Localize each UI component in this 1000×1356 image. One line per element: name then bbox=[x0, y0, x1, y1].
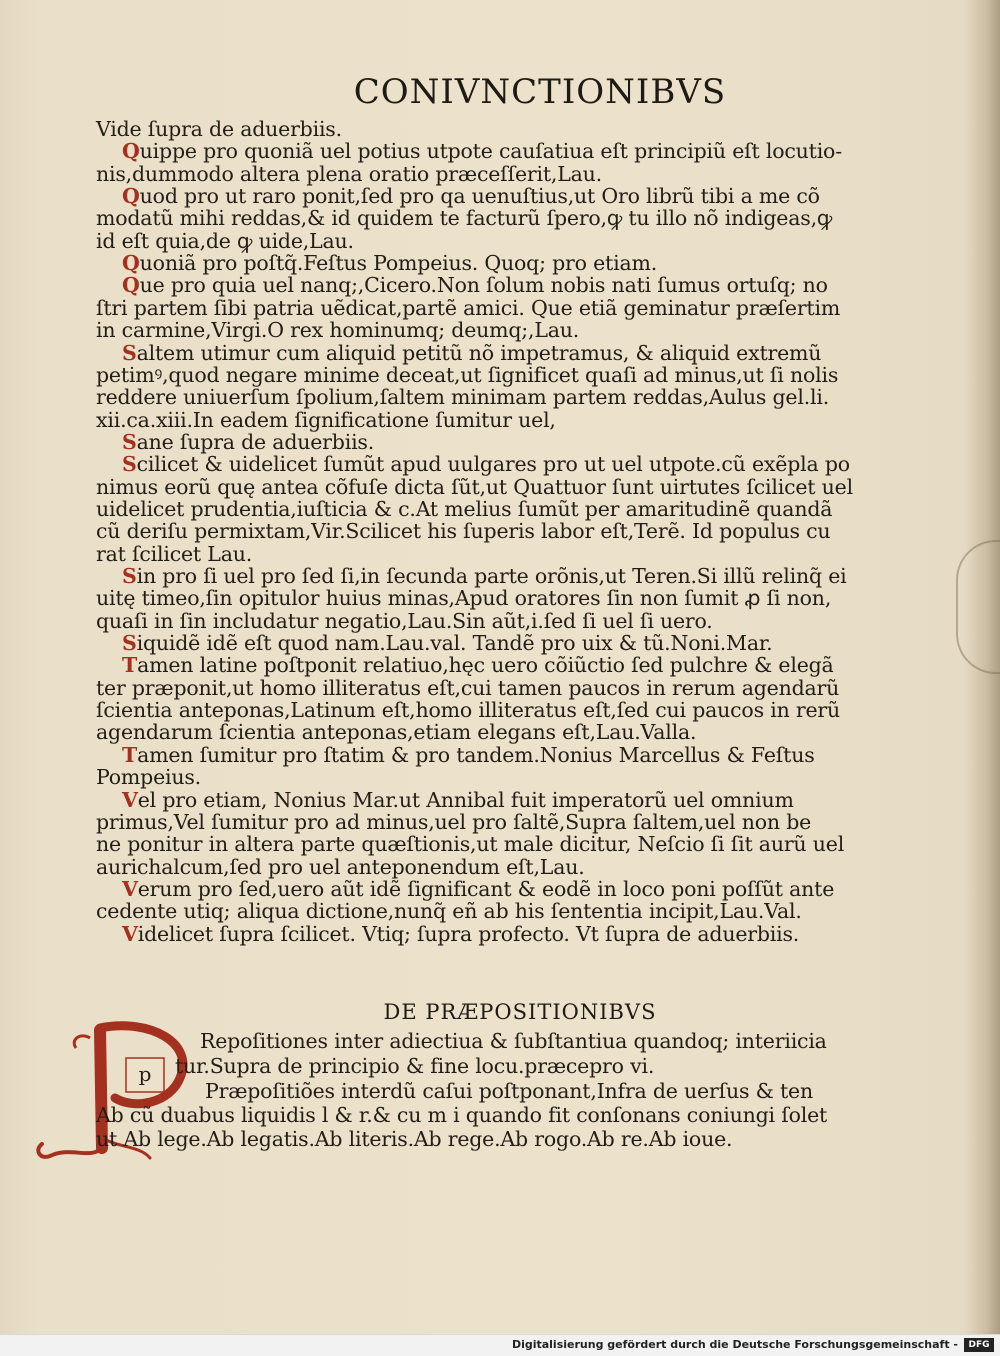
text-line bbox=[96, 230, 354, 252]
line-text: petimꝰ,quod negare minime deceat,ut ſignificet quaſi ad minus,ut ſi nolis bbox=[96, 362, 839, 387]
text-line bbox=[96, 721, 696, 743]
rubricated-initial: Q bbox=[122, 273, 140, 298]
text-line bbox=[96, 543, 252, 565]
rubricated-initial: S bbox=[122, 340, 137, 365]
text-line bbox=[96, 856, 585, 878]
text-line bbox=[175, 1055, 654, 1077]
text-line bbox=[96, 520, 830, 542]
rubricated-initial: V bbox=[122, 921, 138, 946]
line-text: primus,Vel ſumitur pro ad minus,uel pro ſaltẽ,Supra ſaltem,uel non be bbox=[96, 809, 812, 834]
text-line bbox=[122, 923, 799, 945]
line-text: Repoſitiones inter adiectiua & ſubſtantiua quandoq; interiicia bbox=[200, 1029, 827, 1053]
footer-bar bbox=[0, 1334, 1000, 1356]
line-text: uitę timeo,ſin opitulor huius minas,Apud oratores ſin non ſumit ꝓ ſi non, bbox=[96, 586, 832, 611]
text-line bbox=[96, 118, 342, 140]
line-text: amen latine poſtponit relatiuo,hęc uero cõiũctio ſed pulchre & elegã bbox=[137, 653, 834, 678]
text-line bbox=[122, 654, 834, 676]
dfg-logo: DFG bbox=[964, 1338, 994, 1352]
text-line bbox=[96, 833, 844, 855]
text-line bbox=[205, 1080, 813, 1102]
rubricated-initial: S bbox=[122, 564, 137, 588]
line-text: tur.Supra de principio & fine locu.præcepro vi. bbox=[175, 1054, 655, 1078]
line-text: uod pro ut raro ponit,ſed pro qa uenuſtius,ut Oro librũ tibi a me cõ bbox=[139, 184, 820, 209]
text-line bbox=[122, 453, 850, 475]
line-text: uoniã pro poſtq̃.Feſtus Pompeius. Quoq; pro etiam. bbox=[139, 251, 658, 276]
text-line bbox=[96, 364, 838, 386]
rubricated-initial: V bbox=[122, 876, 138, 901]
text-line bbox=[122, 274, 828, 296]
line-text: quaſi in ſin includatur negatio,Lau.Sin aũt,i.ſed ſi uel ſi uero. bbox=[96, 608, 713, 633]
text-line bbox=[96, 587, 831, 609]
line-text: ſcientia anteponas,Latinum eſt,homo illiteratus eſt,ſed cui paucos in rerũ bbox=[96, 698, 841, 723]
line-text: cũ deriſu permixtam,Vir.Scilicet his ſuperis labor eſt,Terẽ. Id populus cu bbox=[96, 519, 831, 544]
text-line bbox=[122, 744, 815, 766]
line-text: altem utimur cum aliquid petitũ nõ impetramus, & aliquid extremũ bbox=[136, 340, 822, 365]
line-text: nis,dummodo altera plena oratio præceſſerit,Lau. bbox=[96, 161, 602, 186]
rubricated-initial: S bbox=[122, 429, 137, 454]
text-line bbox=[96, 207, 832, 229]
text-line bbox=[122, 878, 834, 900]
text-line bbox=[122, 565, 847, 587]
line-text: iquidẽ idẽ eſt quod nam.Lau.val. Tandẽ pro uix & tũ.Noni.Mar. bbox=[136, 631, 773, 656]
text-line bbox=[96, 900, 802, 922]
rubricated-initial: V bbox=[122, 787, 138, 812]
line-text: el pro etiam, Nonius Mar.ut Annibal fuit imperatorũ uel omnium bbox=[137, 787, 794, 812]
text-line bbox=[122, 789, 794, 811]
line-text: nimus eorũ quę antea cõfuſe dicta ſũt,ut Quattuor ſunt uirtutes ſcilicet uel bbox=[96, 474, 853, 499]
text-line bbox=[96, 766, 201, 788]
rubricated-initial: S bbox=[122, 631, 137, 656]
footer-credit: Digitalisierung gefördert durch die Deutsche Forschungsgemeinschaft - bbox=[511, 1338, 958, 1351]
line-text: cedente utiq; aliqua dictione,nunq̃ eñ ab his ſententia incipit,Lau.Val. bbox=[96, 899, 802, 924]
line-text: ane ſupra de aduerbiis. bbox=[136, 429, 375, 454]
line-text: rat ſcilicet Lau. bbox=[96, 541, 253, 566]
line-text: idelicet ſupra ſcilicet. Vtiq; ſupra profecto. Vt ſupra de aduerbiis. bbox=[137, 921, 800, 946]
text-line bbox=[200, 1030, 827, 1052]
line-text: erum pro ſed,uero aũt idẽ ſignificant & eodẽ in loco poni poſſũt ante bbox=[137, 876, 835, 901]
line-text: aurichalcum,ſed pro uel anteponendum eſt,Lau. bbox=[96, 854, 585, 879]
line-text: in carmine,Virgi.O rex hominumq; deumq;,Lau. bbox=[96, 318, 580, 343]
text-line bbox=[96, 498, 832, 520]
binding-clasp-mark bbox=[956, 540, 1000, 674]
text-line bbox=[96, 319, 579, 341]
text-line bbox=[96, 811, 811, 833]
line-text: agendarum ſcientia anteponas,etiam elegans eſt,Lau.Valla. bbox=[96, 720, 697, 745]
line-text: ſtri partem ſibi patria uẽdicat,partẽ amici. Que etiã geminatur præſertim bbox=[96, 295, 841, 320]
text-line bbox=[122, 185, 820, 207]
rubricated-initial: Q bbox=[122, 251, 140, 276]
line-text: modatũ mihi reddas,& id quidem te facturũ ſpero,ꝙ tu illo nõ indigeas,ꝙ bbox=[96, 206, 833, 231]
line-text: id eſt quia,de ꝙ uide,Lau. bbox=[96, 228, 354, 253]
text-line bbox=[122, 342, 821, 364]
text-line bbox=[122, 632, 773, 654]
line-text: amen ſumitur pro ſtatim & pro tandem.Nonius Marcellus & Feſtus bbox=[137, 742, 815, 767]
line-text: ut Ab lege.Ab legatis.Ab literis.Ab rege.Ab rogo.Ab re.Ab ioue. bbox=[96, 1127, 733, 1151]
text-line bbox=[122, 252, 657, 274]
line-text: Præpoſitiões interdũ caſui poſtponant,Infra de uerſus & ten bbox=[205, 1079, 813, 1103]
line-text: in pro ſi uel pro ſed ſi,in ſecunda parte orõnis,ut Teren.Si illũ relinq̃ ei bbox=[136, 564, 847, 588]
text-line bbox=[96, 386, 829, 408]
text-line bbox=[96, 476, 853, 498]
rubricated-initial: T bbox=[122, 653, 138, 678]
text-line bbox=[96, 163, 602, 185]
rubricated-initial: Q bbox=[122, 184, 140, 209]
rubricated-initial: T bbox=[122, 742, 138, 767]
line-text: Vide ſupra de aduerbiis. bbox=[96, 117, 342, 141]
text-line bbox=[96, 1128, 732, 1150]
text-line bbox=[122, 140, 842, 162]
text-line bbox=[96, 297, 840, 319]
line-text: uippe pro quoniã uel potius utpote cauſatiua eſt principiũ eſt locutio- bbox=[139, 139, 842, 164]
heading-conjunctions: CONIVNCTIONIBVS bbox=[353, 72, 727, 112]
line-text: ter præponit,ut homo illiteratus eſt,cui tamen paucos in rerum agendarũ bbox=[96, 675, 840, 700]
line-text: uidelicet prudentia,iuſticia & c.At melius ſumũt per amaritudinẽ quandã bbox=[96, 496, 833, 521]
line-text: cilicet & uidelicet ſumũt apud uulgares pro ut uel utpote.cũ exẽpla po bbox=[136, 452, 850, 477]
rubricated-initial: Q bbox=[122, 139, 140, 164]
text-line bbox=[96, 409, 556, 431]
initial-letter-label: P bbox=[30, 1018, 31, 1019]
initial-guide-letter: p bbox=[138, 1062, 152, 1086]
text-line bbox=[96, 677, 839, 699]
text-line bbox=[96, 1104, 827, 1126]
line-text: ue pro quia uel nanq;,Cicero.Non ſolum nobis nati ſumus ortuſq; no bbox=[139, 273, 828, 298]
text-line bbox=[96, 699, 840, 721]
line-text: xii.ca.xiii.In eadem ſignificatione ſumitur uel, bbox=[96, 407, 556, 432]
line-text: reddere uniuerſum ſpolium,ſaltem minimam partem reddas,Aulus gel.li. bbox=[96, 385, 830, 410]
line-text: ne ponitur in altera parte quæſtionis,ut male dicitur, Neſcio ſi ſit aurũ uel bbox=[96, 832, 845, 857]
text-line bbox=[96, 610, 713, 632]
heading-prepositions: DE PRÆPOSITIONIBVS bbox=[383, 1000, 657, 1024]
text-line bbox=[122, 431, 374, 453]
rubricated-initial: S bbox=[122, 452, 137, 477]
line-text: Ab cũ duabus liquidis l & r.& cu m i quando fit conſonans coniungi ſolet bbox=[96, 1103, 828, 1127]
line-text: Pompeius. bbox=[96, 765, 201, 790]
